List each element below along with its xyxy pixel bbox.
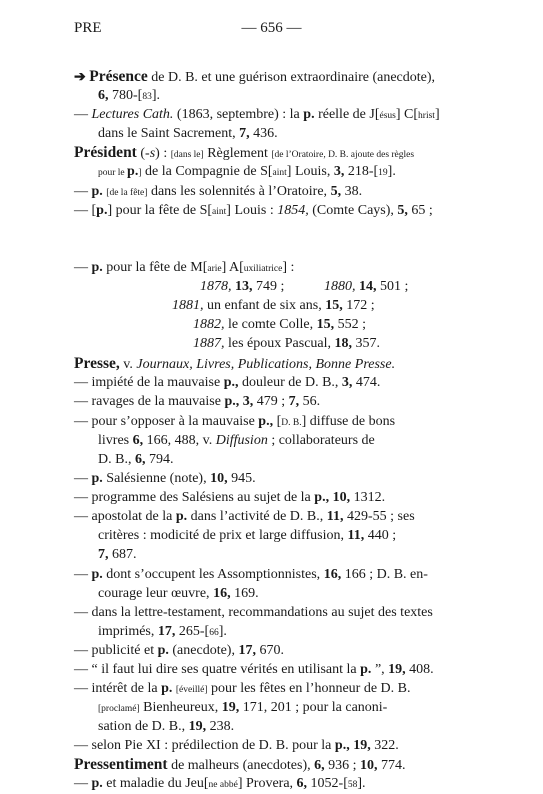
entry-text: — programme des Salésiens au sujet de la <box>74 490 315 505</box>
entry-text: — <box>74 260 92 275</box>
entry-text: — ravages de la mauvaise <box>74 394 225 409</box>
entry-text: 436. <box>249 126 278 141</box>
entry-line-president-4 <box>74 202 433 221</box>
entry-text: ] diffuse de bons <box>301 414 396 429</box>
entry-line-presse-17 <box>74 661 434 679</box>
entry-text: p. <box>96 203 108 218</box>
entry-text: ]. <box>218 624 227 639</box>
entry-text: 408. <box>405 662 434 677</box>
entry-text: courage leur œuvre, <box>98 586 214 601</box>
entry-text: dont s’occupent les Assomptionnistes, <box>102 567 324 582</box>
entry-text: 15, <box>325 298 343 313</box>
entry-text: dans les solennités à l’Oratoire, <box>147 184 331 199</box>
entry-text: 3, <box>242 394 254 409</box>
entry-text: 65 ; <box>407 203 433 218</box>
entry-text: [éveillé] <box>175 685 208 695</box>
page-number: — 656 — <box>241 20 302 36</box>
entry-text: [de l’Oratoire, D. B. ajoute des règles <box>271 150 415 160</box>
entry-text: 7, <box>288 394 300 409</box>
entry-text: ]. <box>357 776 366 791</box>
entry-line-presse-21 <box>74 737 399 755</box>
entry-text: ] : <box>282 260 295 275</box>
entry-text: p. <box>303 107 315 122</box>
entry-text: réelle de J[ <box>314 107 380 122</box>
entry-text: arie <box>207 264 222 274</box>
entry-text: 17, <box>157 624 176 639</box>
entry-line-presse-11 <box>98 546 137 564</box>
entry-text: p. <box>91 471 103 486</box>
entry-text: 3, <box>333 164 345 179</box>
entry-text: 3, <box>341 375 353 390</box>
entry-line-president-1 <box>74 144 414 164</box>
entry-text: les époux Pascual, <box>224 336 335 351</box>
entry-text: 322. <box>370 738 399 753</box>
entry-text: 479 ; <box>253 394 289 409</box>
entry-text: 1052-[ <box>307 776 348 791</box>
entry-text: douleur de D. B., <box>238 375 342 390</box>
entry-text: 166, 488, v. <box>143 433 216 448</box>
entry-text: 19 <box>378 168 388 178</box>
entry-text: 18, <box>334 336 353 351</box>
entry-text: de malheurs (anecdotes), <box>167 758 315 773</box>
entry-line-presse-3 <box>74 393 320 411</box>
entry-text: p. <box>360 662 372 677</box>
entry-text: ] Louis, <box>286 164 334 179</box>
entry-text: (anecdote), <box>168 643 239 658</box>
entry-text: 1854, <box>277 203 309 218</box>
entry-line-president-3 <box>74 183 362 202</box>
entry-text: 10, <box>360 758 378 773</box>
entry-text: 10, <box>332 490 351 505</box>
entry-text: 66 <box>209 628 219 638</box>
entry-text: [de la fête] <box>106 188 148 198</box>
entry-text: aint <box>272 168 287 178</box>
entry-text: 56. <box>299 394 321 409</box>
entry-text: Diffusion <box>215 433 268 448</box>
entry-text: [dans le] <box>170 150 204 160</box>
entry-line-presse-10 <box>98 527 396 545</box>
entry-text: 16, <box>323 567 342 582</box>
entry-text: et maladie du Jeu[ <box>102 776 209 791</box>
entry-text: dans le Saint Sacrement, <box>98 126 240 141</box>
entry-line-presse-8 <box>74 489 385 507</box>
entry-text: critères : modicité de prix et large diffusion, <box>98 528 348 543</box>
entry-text: ] A[ <box>221 260 244 275</box>
entry-line-presse-16 <box>74 642 284 660</box>
entry-text: 440 ; <box>364 528 397 543</box>
entry-text: 1881, <box>172 298 204 313</box>
entry-text: 429-55 ; ses <box>343 509 415 524</box>
entry-text: p., <box>223 375 239 390</box>
entry-text: — <box>74 184 92 199</box>
entry-text: p. <box>161 681 173 696</box>
entry-text: — dans la lettre-testament, recommandations au sujet des textes <box>74 605 433 620</box>
entry-text: Presse, <box>74 355 120 372</box>
entry-text: ] C[ <box>395 107 419 122</box>
entry-text: — apostolat de la <box>74 509 176 524</box>
entry-text: livres <box>98 433 133 448</box>
entry-line-presse-18 <box>74 680 410 699</box>
entry-text: un enfant de six ans, <box>203 298 326 313</box>
entry-text: ] <box>138 168 142 178</box>
entry-text: 1880, <box>324 279 356 294</box>
entry-line-pressentiment-1 <box>74 756 406 775</box>
entry-text: 38. <box>341 184 363 199</box>
entry-text: 1878, <box>200 279 232 294</box>
entry-text: ]. <box>151 88 160 103</box>
entry-text: 794. <box>145 452 174 467</box>
entry-text: -s <box>145 146 156 161</box>
entry-text: ; collaborateurs de <box>267 433 375 448</box>
entry-text: 14, <box>359 279 377 294</box>
entry-text: p. <box>91 260 103 275</box>
entry-text: uxiliatrice <box>243 264 283 274</box>
entry-text: Règlement <box>203 146 272 161</box>
entry-text: 19, <box>221 700 240 715</box>
entry-text: 6, <box>296 776 308 791</box>
entry-text: [proclamé] <box>98 704 140 714</box>
entry-line-presse-9 <box>74 508 415 526</box>
entry-text: 16, <box>213 586 231 601</box>
entry-line-presse-13 <box>98 585 259 603</box>
entry-text: p., <box>314 490 330 505</box>
entry-text: 5, <box>330 184 342 199</box>
entry-text: p., <box>224 394 240 409</box>
entry-text: — intérêt de la <box>74 681 162 696</box>
entry-line-president-8a <box>200 278 284 296</box>
entry-text: ) : <box>155 146 171 161</box>
running-head: PRE <box>74 20 102 36</box>
entry-text: p., <box>258 414 274 429</box>
entry-text: 10, <box>210 471 228 486</box>
entry-line-presse-14 <box>74 604 433 622</box>
entry-text: ] Provera, <box>237 776 297 791</box>
entry-text: 11, <box>347 528 365 543</box>
entry-text: p. <box>127 164 139 179</box>
entry-line-presse-20 <box>98 718 234 736</box>
entry-text: (1863, septembre) : la <box>173 107 304 122</box>
entry-text: 774. <box>377 758 406 773</box>
entry-text: 17, <box>238 643 256 658</box>
entry-text: — <box>74 567 92 582</box>
entry-text: imprimés, <box>98 624 158 639</box>
entry-text: 13, <box>235 279 253 294</box>
entry-text: pour les fêtes en l’honneur de D. B. <box>207 681 411 696</box>
entry-text: v. <box>119 357 137 372</box>
entry-text: — “ il faut lui dire ses quatre vérités en utilisant la <box>74 662 361 677</box>
entry-text: p. <box>91 776 103 791</box>
entry-line-presse-1 <box>74 355 395 374</box>
entry-line-president-7 <box>74 259 294 278</box>
entry-line-pressentiment-2 <box>74 775 366 794</box>
entry-text: — <box>74 776 92 791</box>
entry-text: aint <box>212 207 227 217</box>
entry-line-president-8b <box>324 278 408 296</box>
entry-text: ➔ <box>74 70 90 85</box>
entry-line-president-10 <box>193 316 366 334</box>
entry-text: 780-[ <box>108 88 143 103</box>
entry-text: ] pour la fête de S[ <box>107 203 213 218</box>
entry-text: de D. B. et une guérison extraordinaire (anecdote), <box>147 70 436 85</box>
entry-text: (Comte Cays), <box>308 203 398 218</box>
entry-text: p. <box>175 509 188 524</box>
entry-line-presence-1 <box>74 68 435 87</box>
entry-text: 19, <box>188 719 207 734</box>
entry-text: ne abbé <box>208 780 238 790</box>
entry-text: 19, <box>388 662 406 677</box>
entry-text: Président <box>74 144 137 161</box>
entry-text: D. B. <box>281 418 302 428</box>
entry-text: Pressentiment <box>74 756 168 773</box>
entry-line-president-11 <box>193 335 380 353</box>
entry-text: 11, <box>326 509 344 524</box>
entry-text: 1887, <box>193 336 225 351</box>
entry-text: 1312. <box>350 490 386 505</box>
entry-line-presse-6 <box>98 451 173 469</box>
entry-text: hrist <box>418 111 435 121</box>
entry-text: ] <box>434 107 440 122</box>
entry-text: de la Compagnie de S[ <box>141 164 273 179</box>
entry-text: 1882, <box>193 317 225 332</box>
entry-text: 945. <box>227 471 256 486</box>
entry-text: [ <box>273 414 282 429</box>
entry-text: 169. <box>230 586 259 601</box>
entry-line-presse-4 <box>74 413 395 432</box>
entry-text: D. B., <box>98 452 135 467</box>
entry-text: ] Louis : <box>226 203 278 218</box>
entry-line-president-9 <box>172 297 375 315</box>
entry-text: p., <box>334 738 350 753</box>
entry-text: pour la fête de M[ <box>102 260 208 275</box>
entry-text: ( <box>136 146 146 161</box>
entry-text: 7, <box>239 126 250 141</box>
entry-text: le comte Colle, <box>224 317 317 332</box>
entry-text: Salésienne (note), <box>102 471 211 486</box>
entry-text: dans l’activité de D. B., <box>187 509 327 524</box>
entry-text: p. <box>91 567 103 582</box>
entry-line-presse-12 <box>74 566 428 584</box>
entry-text: 172 ; <box>342 298 375 313</box>
entry-text: ”, <box>371 662 389 677</box>
entry-text: pour le <box>98 168 128 178</box>
entry-text: — pour s’opposer à la mauvaise <box>74 414 259 429</box>
entry-text: — <box>74 471 92 486</box>
entry-text: 5, <box>397 203 408 218</box>
entry-text: ésus <box>379 111 396 121</box>
entry-text: Bienheureux, <box>139 700 222 715</box>
entry-text: 357. <box>352 336 381 351</box>
entry-line-presse-19 <box>98 699 387 718</box>
entry-text: p. <box>91 184 103 199</box>
entry-text: 58 <box>347 780 358 790</box>
entry-text: 265-[ <box>175 624 210 639</box>
entry-line-presence-4 <box>98 125 278 143</box>
entry-text: — impiété de la mauvaise <box>74 375 224 390</box>
entry-line-president-2 <box>98 163 396 182</box>
entry-text: sation de D. B., <box>98 719 189 734</box>
entry-text: — <box>74 107 92 122</box>
entry-text: 687. <box>108 547 137 562</box>
entry-text: ]. <box>387 164 396 179</box>
entry-text: Lectures Cath. <box>91 107 174 122</box>
entry-line-presse-7 <box>74 470 256 488</box>
entry-line-presence-2 <box>98 87 160 106</box>
entry-line-presse-15 <box>98 623 227 642</box>
entry-text: 238. <box>206 719 235 734</box>
entry-text: 749 ; <box>252 279 285 294</box>
entry-text: 936 ; <box>324 758 361 773</box>
entry-text: 83 <box>142 92 152 102</box>
entry-text: 670. <box>255 643 284 658</box>
entry-text: 6, <box>98 88 109 103</box>
entry-text: 6, <box>314 758 325 773</box>
entry-text: 166 ; D. B. en- <box>341 567 428 582</box>
entry-text: — selon Pie XI : prédilection de D. B. pour la <box>74 738 335 753</box>
entry-line-presse-2 <box>74 374 380 392</box>
entry-text: 552 ; <box>334 317 367 332</box>
entry-text: 171, 201 ; pour la canoni- <box>239 700 388 715</box>
entry-text: 7, <box>98 547 109 562</box>
entry-text: 6, <box>132 433 144 448</box>
entry-text: 501 ; <box>376 279 409 294</box>
entry-text: p. <box>157 643 169 658</box>
entry-text: Journaux, Livres, Publications, Bonne Presse. <box>136 357 396 372</box>
entry-text: 6, <box>134 452 146 467</box>
entry-text: — [ <box>74 203 97 218</box>
entry-text: — publicité et <box>74 643 158 658</box>
entry-text: 474. <box>352 375 381 390</box>
entry-line-presence-3 <box>74 106 440 125</box>
entry-line-presse-5 <box>98 432 375 450</box>
entry-text: Présence <box>89 68 148 85</box>
entry-text: 19, <box>353 738 371 753</box>
entry-text: 218-[ <box>344 164 379 179</box>
entry-text: 15, <box>316 317 335 332</box>
